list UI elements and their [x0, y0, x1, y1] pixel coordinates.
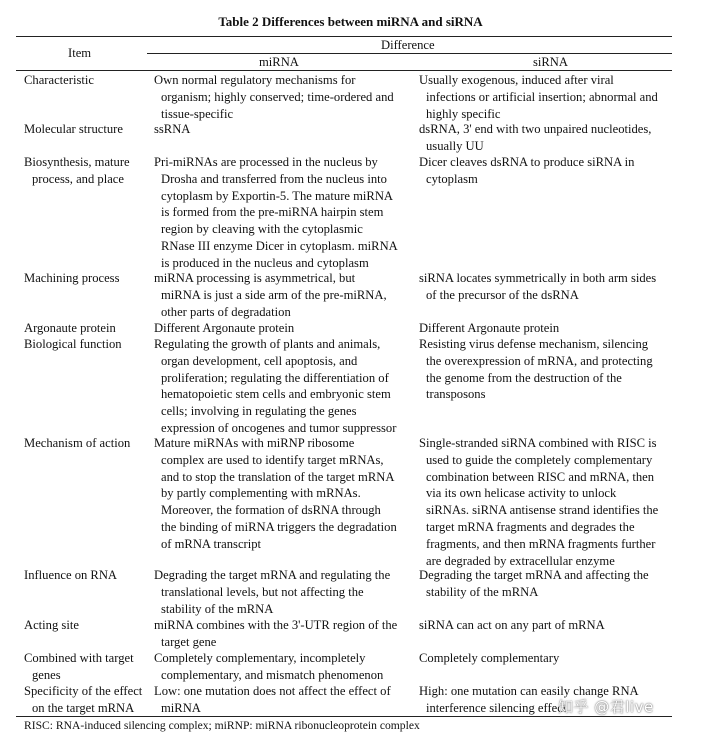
- row-item-cell: [24, 435, 152, 452]
- cell-line: cytoplasm by Exportin-5. The mature miRNA: [161, 188, 394, 203]
- cell-line: the overexpression of mRNA, and protecting: [426, 353, 653, 368]
- cell-line: stability of the mRNA: [426, 584, 539, 599]
- sirna-cell: [419, 121, 687, 155]
- mirna-cell: [154, 617, 409, 651]
- table-title: Table 2 Differences between miRNA and siRNA: [218, 14, 483, 29]
- cell-line: siRNA locates symmetrically in both arm sides: [419, 271, 657, 285]
- cell-line: Low: one mutation does not affect the effect of: [154, 684, 391, 698]
- cell-line: Combined with target: [24, 651, 134, 665]
- cell-line: Specificity of the effect: [24, 684, 143, 698]
- cell-line: complementary, and mismatch phenomenon: [161, 667, 384, 682]
- cell-line: Degrading the target mRNA and regulating the: [154, 568, 391, 582]
- cell-line: Resisting virus defense mechanism, silencing: [419, 337, 649, 351]
- sirna-cell: [419, 320, 687, 337]
- cell-line: target gene: [161, 634, 217, 649]
- row-item-cell: [24, 121, 152, 138]
- cell-line: Characteristic: [24, 73, 94, 87]
- header-rule: [16, 70, 672, 71]
- cell-line: Biological function: [24, 337, 122, 351]
- row-item-cell: [24, 72, 152, 89]
- cell-line: highly specific: [426, 106, 501, 121]
- mirna-cell: [154, 435, 409, 553]
- row-item-cell: [24, 336, 152, 353]
- cell-line: is formed from the pre-miRNA hairpin stem: [161, 205, 384, 220]
- cell-line: RNase III enzyme Dicer in cytoplasm. miRNA: [161, 238, 398, 253]
- sirna-cell: [419, 336, 687, 403]
- cell-line: genes: [32, 667, 61, 682]
- cell-line: Biosynthesis, mature: [24, 155, 130, 169]
- cell-line: is produced in the nucleus and cytoplasm: [161, 255, 369, 270]
- cell-line: target mRNA fragments and degrades the: [426, 519, 635, 534]
- cell-line: miRNA processing is asymmetrical, but: [154, 271, 356, 285]
- cell-line: Own normal regulatory mechanisms for: [154, 73, 356, 87]
- header-item: Item: [68, 46, 92, 60]
- cell-line: High: one mutation can easily change RNA: [419, 684, 639, 698]
- cell-line: Drosha and transferred from the nucleus into: [161, 171, 387, 186]
- watermark: 知乎 @君live: [558, 698, 654, 716]
- cell-line: Dicer cleaves dsRNA to produce siRNA in: [419, 155, 635, 169]
- cell-line: Argonaute protein: [24, 321, 116, 335]
- cell-line: miRNA combines with the 3'-UTR region of the: [154, 618, 398, 632]
- cell-line: fragments, and then mRNA fragments further: [426, 536, 656, 551]
- header-difference: Difference: [381, 38, 435, 52]
- cell-line: stability of the mRNA: [161, 601, 274, 616]
- sirna-cell: [419, 567, 687, 601]
- mirna-cell: [154, 650, 409, 684]
- cell-line: process, and place: [32, 171, 124, 186]
- cell-line: of mRNA transcript: [161, 536, 262, 551]
- cell-line: by partly complementing with mRNAs.: [161, 486, 361, 501]
- cell-line: region by cleaving with the cytoplasmic: [161, 222, 363, 237]
- cell-line: Usually exogenous, induced after viral: [419, 73, 614, 87]
- header-sirna: siRNA: [533, 55, 568, 69]
- row-item-cell: [24, 650, 152, 684]
- cell-line: Single-stranded siRNA combined with RISC is: [419, 436, 657, 450]
- cell-line: combination between RISC and mRNA, then: [426, 469, 655, 484]
- cell-line: Pri-miRNAs are processed in the nucleus by: [154, 155, 378, 169]
- sirna-cell: [419, 154, 687, 188]
- cell-line: used to guide the completely complementary: [426, 452, 653, 467]
- sirna-cell: [419, 617, 687, 634]
- top-rule: [16, 36, 672, 37]
- row-item-cell: [24, 320, 152, 337]
- sirna-cell: [419, 435, 687, 569]
- cell-line: ssRNA: [154, 122, 191, 136]
- row-item-cell: [24, 154, 152, 188]
- mirna-cell: [154, 336, 409, 437]
- mirna-cell: [154, 270, 409, 320]
- row-item-cell: [24, 617, 152, 634]
- cell-line: of the precursor of the dsRNA: [426, 287, 579, 302]
- mirna-cell: [154, 683, 409, 717]
- cell-line: Mechanism of action: [24, 436, 131, 450]
- cell-line: Moreover, the formation of dsRNA through: [161, 503, 381, 518]
- mirna-cell: [154, 154, 409, 272]
- cell-line: proliferation; regulating the differentiation of: [161, 370, 389, 385]
- cell-line: Different Argonaute protein: [154, 321, 295, 335]
- mirna-cell: [154, 567, 409, 617]
- cell-line: translational levels, but not affecting the: [161, 584, 364, 599]
- cell-line: are degraded by extracellular enzyme: [426, 553, 615, 568]
- cell-line: on the target mRNA: [32, 700, 135, 715]
- sirna-cell: [419, 650, 687, 667]
- cell-line: expression of oncogenes and tumor suppressor: [161, 420, 397, 435]
- mirna-cell: [154, 320, 409, 337]
- cell-line: the genome from the destruction of the: [426, 370, 622, 385]
- cell-line: transposons: [426, 387, 486, 402]
- bottom-rule: [16, 716, 672, 717]
- cell-line: Completely complementary, incompletely: [154, 651, 366, 665]
- mirna-cell: [154, 72, 409, 122]
- cell-line: Acting site: [24, 618, 79, 632]
- sirna-cell: [419, 72, 687, 122]
- cell-line: cells; involving in regulating the genes: [161, 404, 357, 419]
- cell-line: organism; highly conserved; time-ordered and: [161, 89, 394, 104]
- cell-line: complex are used to identify target mRNAs,: [161, 452, 384, 467]
- cell-line: the binding of miRNA triggers the degradation: [161, 519, 397, 534]
- cell-line: and to stop the translation of the target mRNA: [161, 469, 395, 484]
- cell-line: via its own helicase activity to unlock: [426, 486, 617, 501]
- cell-line: Influence on RNA: [24, 568, 118, 582]
- row-item-cell: [24, 567, 152, 584]
- cell-line: Regulating the growth of plants and animals,: [154, 337, 381, 351]
- row-item-cell: [24, 270, 152, 287]
- cell-line: other parts of degradation: [161, 304, 291, 319]
- cell-line: miRNA: [161, 700, 201, 715]
- cell-line: Machining process: [24, 271, 120, 285]
- cell-line: cytoplasm: [426, 171, 478, 186]
- header-mirna: miRNA: [259, 55, 299, 69]
- mirna-cell: [154, 121, 409, 138]
- cell-line: organ development, cell apoptosis, and: [161, 353, 358, 368]
- cell-line: siRNA can act on any part of mRNA: [419, 618, 605, 632]
- cell-line: Molecular structure: [24, 122, 123, 136]
- cell-line: infections or artificial insertion; abnormal and: [426, 89, 658, 104]
- cell-line: siRNAs. siRNA antisense strand identifies the: [426, 503, 659, 518]
- cell-line: tissue-specific: [161, 106, 234, 121]
- cell-line: Completely complementary: [419, 651, 560, 665]
- cell-line: Degrading the target mRNA and affecting the: [419, 568, 649, 582]
- cell-line: usually UU: [426, 138, 484, 153]
- cell-line: Different Argonaute protein: [419, 321, 560, 335]
- cell-line: Mature miRNAs with miRNP ribosome: [154, 436, 355, 450]
- cell-line: hematopoietic stem cells and embryonic stem: [161, 387, 391, 402]
- sirna-cell: [419, 270, 687, 304]
- cell-line: interference silencing effect: [426, 700, 567, 715]
- row-item-cell: [24, 683, 152, 717]
- table-footnote: RISC: RNA-induced silencing complex; miRNP: miRNA ribonucleoprotein complex: [24, 719, 420, 732]
- cell-line: dsRNA, 3' end with two unpaired nucleotides,: [419, 122, 652, 136]
- cell-line: miRNA is just a side arm of the pre-miRNA,: [161, 287, 387, 302]
- difference-rule: [147, 53, 672, 54]
